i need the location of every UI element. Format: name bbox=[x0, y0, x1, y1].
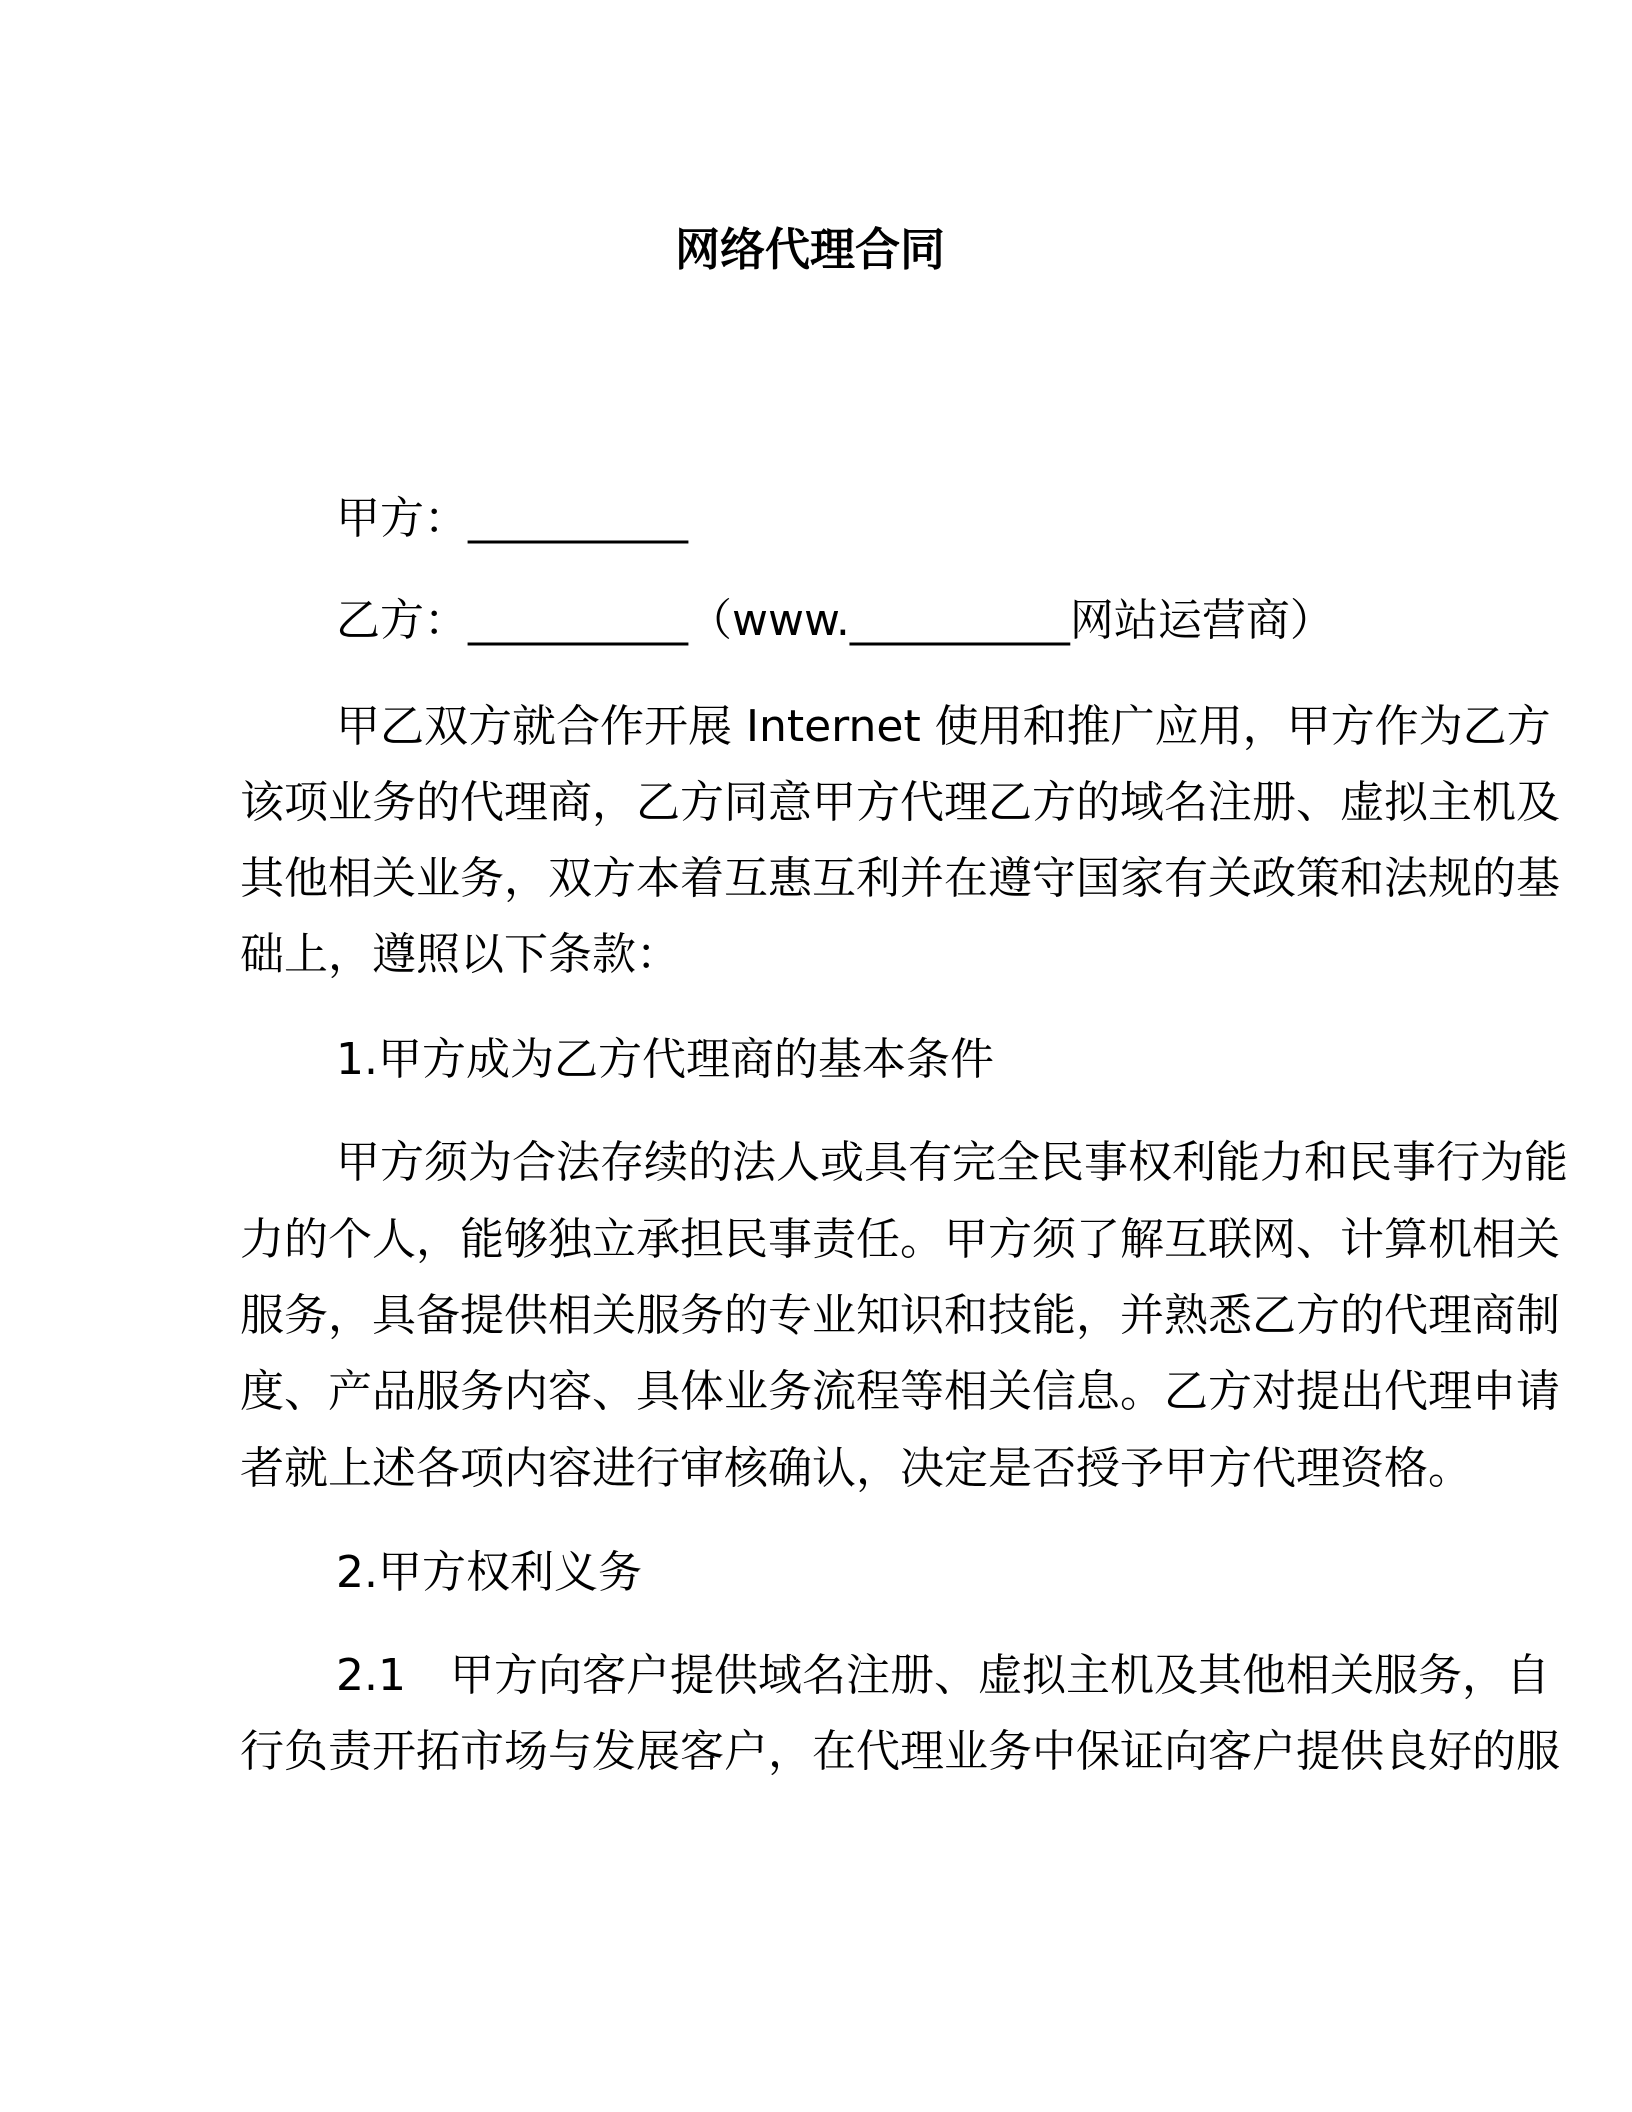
section-1-line: 度、产品服务内容、具体业务流程等相关信息。乙方对提出代理申请 bbox=[240, 1366, 1560, 1417]
section-2-line: 行负责开拓市场与发展客户，在代理业务中保证向客户提供良好的服 bbox=[240, 1726, 1560, 1777]
section-1-line: 甲方须为合法存续的法人或具有完全民事权利能力和民事行为能 bbox=[336, 1137, 1568, 1188]
document-title: 网络代理合同 bbox=[674, 223, 945, 276]
section-2-line: 2.1 甲方向客户提供域名注册、虚拟主机及其他相关服务，自 bbox=[336, 1650, 1550, 1701]
section-1-line: 者就上述各项内容进行审核确认，决定是否授予甲方代理资格。 bbox=[240, 1443, 1472, 1494]
section-1-heading: 1.甲方成为乙方代理商的基本条件 bbox=[336, 1034, 994, 1085]
intro-line: 其他相关业务，双方本着互惠互利并在遵守国家有关政策和法规的基 bbox=[240, 853, 1560, 904]
section-1-line: 力的个人，能够独立承担民事责任。甲方须了解互联网、计算机相关 bbox=[240, 1214, 1560, 1265]
section-1-line: 服务，具备提供相关服务的专业知识和技能，并熟悉乙方的代理商制 bbox=[240, 1290, 1560, 1341]
intro-line: 该项业务的代理商，乙方同意甲方代理乙方的域名注册、虚拟主机及 bbox=[240, 777, 1560, 828]
section-2-heading: 2.甲方权利义务 bbox=[336, 1547, 642, 1598]
party-b-line: 乙方：__________（www.__________网站运营商） bbox=[336, 595, 1334, 646]
party-a-line: 甲方：__________ bbox=[336, 493, 688, 544]
intro-line: 甲乙双方就合作开展 Internet 使用和推广应用，甲方作为乙方 bbox=[336, 701, 1551, 752]
intro-line: 础上，遵照以下条款： bbox=[240, 929, 680, 980]
